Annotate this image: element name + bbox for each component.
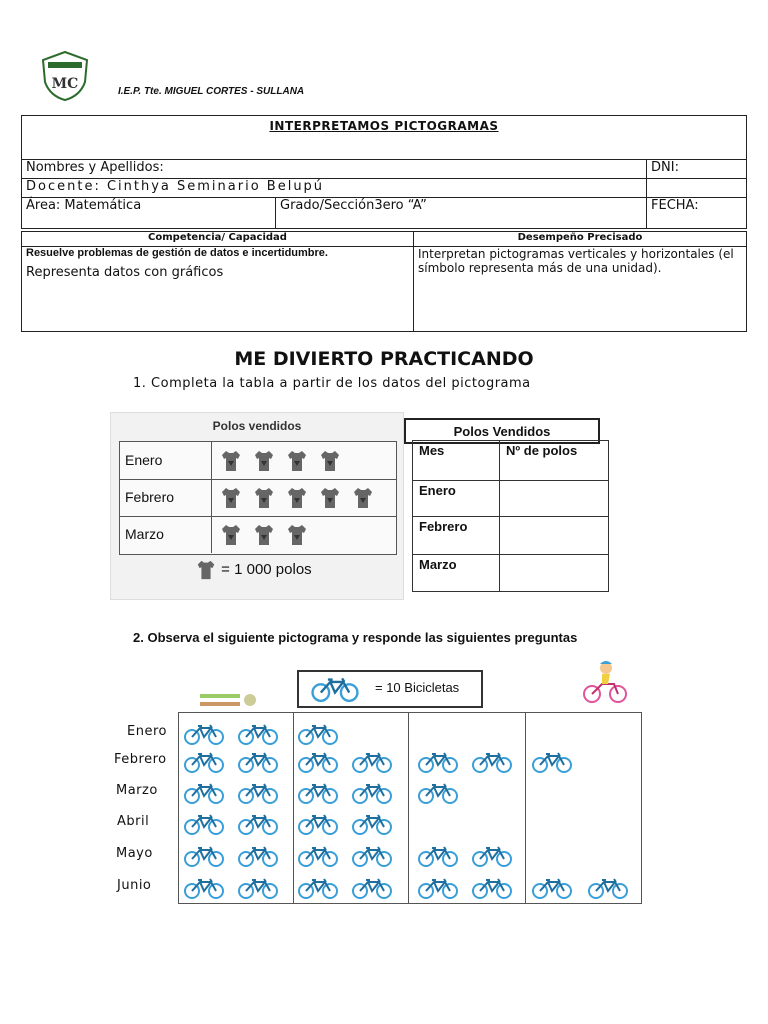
bicycle-icon: [351, 782, 393, 804]
bicycle-icon: [237, 723, 279, 745]
bicycle-icon: [237, 813, 279, 835]
bicycle-icon: [237, 751, 279, 773]
shirt-icon: [253, 449, 275, 473]
bicycle-icon: [531, 877, 573, 899]
competencia-header: Competencia/ Capacidad: [22, 232, 414, 247]
pictogram-grid: [119, 441, 397, 555]
bicycle-icon: [183, 877, 225, 899]
pictogram-row: [120, 442, 396, 480]
small-logo-illustration: [198, 690, 258, 712]
month-label: Febrero: [114, 752, 167, 767]
student-header-table: [21, 115, 747, 229]
bicycle-icon: [297, 751, 339, 773]
bicycle-icon: [351, 813, 393, 835]
shirt-icon: [286, 523, 308, 547]
bicycle-icon: [183, 845, 225, 867]
dni-field[interactable]: DNI:: [647, 160, 747, 179]
name-field[interactable]: Nombres y Apellidos:: [22, 160, 647, 179]
pictogram-title: Polos vendidos: [212, 419, 302, 433]
bicycle-icon: [183, 723, 225, 745]
bicycle-icon: [417, 877, 459, 899]
bicycle-icon: [417, 751, 459, 773]
desempeno-text: Interpretan pictogramas verticales y horizontales (el símbolo representa más de una unidad).: [414, 247, 747, 332]
shirt-icon: [286, 449, 308, 473]
pictogram-row-label: Febrero: [120, 479, 212, 516]
month-label: Enero: [127, 724, 167, 739]
competencia-text: Resuelve problemas de gestión de datos e incertidumbre.: [26, 247, 328, 259]
bicycle-icon: [297, 782, 339, 804]
bicycle-icon: [587, 877, 629, 899]
polos-pictogram: [110, 412, 404, 600]
empty-cell: [647, 179, 747, 198]
shirt-icon: [319, 486, 341, 510]
competencia-table: [21, 231, 747, 332]
mes-header: Mes: [413, 441, 500, 481]
month-label: Abril: [117, 814, 150, 829]
bicycle-icon: [417, 782, 459, 804]
shirt-icon: [286, 486, 308, 510]
pictogram-row-label: Enero: [120, 442, 212, 479]
shirt-icon: [220, 449, 242, 473]
child-cyclist-illustration: [580, 658, 630, 704]
question-2: 2. Observa el siguiente pictograma y responde las siguientes preguntas: [133, 630, 578, 645]
shirt-icon: [319, 449, 341, 473]
month-label: Mayo: [116, 846, 153, 861]
bicycle-icon: [297, 845, 339, 867]
bicycle-icon: [237, 782, 279, 804]
desempeno-header: Desempeño Precisado: [414, 232, 747, 247]
row-label-enero: Enero: [413, 481, 500, 517]
area-label: Área: Matemática: [22, 198, 276, 229]
month-label: Junio: [117, 878, 152, 893]
fecha-field[interactable]: FECHA:: [647, 198, 747, 229]
shirt-icon: [220, 486, 242, 510]
question-1: 1. Completa la tabla a partir de los datos del pictograma: [133, 376, 531, 391]
pictogram-row: [120, 479, 396, 517]
answer-cell-febrero[interactable]: [500, 517, 609, 555]
shirt-icon: [253, 523, 275, 547]
school-name: I.E.P. Tte. MIGUEL CORTES - SULLANA: [118, 86, 305, 97]
shirt-icon: [220, 523, 242, 547]
grado-label: Grado/Sección3ero “A”: [276, 198, 647, 229]
bicycle-icon: [471, 845, 513, 867]
pictogram-row: [120, 516, 396, 553]
pictogram-row-label: Marzo: [120, 516, 212, 553]
bicycle-icon: [531, 751, 573, 773]
bicycle-icon: [237, 845, 279, 867]
row-label-marzo: Marzo: [413, 555, 500, 592]
shirt-icon: [195, 559, 217, 581]
answer-cell-marzo[interactable]: [500, 555, 609, 592]
docente-label: Docente: Cinthya Seminario Belupú: [22, 179, 647, 198]
bicycle-icon: [183, 782, 225, 804]
shirt-icon: [253, 486, 275, 510]
bicycle-icon: [351, 845, 393, 867]
bicycle-icon: [297, 723, 339, 745]
school-crest-logo: [40, 50, 90, 102]
bicycle-icon: [305, 676, 365, 702]
legend-text: = 1 000 polos: [221, 560, 312, 578]
bicycle-icon: [183, 751, 225, 773]
bicycle-pictogram-grid: [178, 712, 642, 904]
pictogram-legend: [195, 559, 312, 581]
bike-legend-text: = 10 Bicicletas: [375, 680, 460, 695]
bicycle-icon: [471, 751, 513, 773]
bicycle-icon: [183, 813, 225, 835]
polos-table-title: Polos Vendidos: [404, 418, 600, 444]
shirt-icon: [352, 486, 374, 510]
bicycle-icon: [297, 813, 339, 835]
month-label: Marzo: [116, 783, 158, 798]
bicycle-icon: [471, 877, 513, 899]
bicycle-icon: [297, 877, 339, 899]
bicycle-icon: [351, 877, 393, 899]
capacidad-text: Representa datos con gráficos: [26, 265, 224, 280]
svg-text:MC: MC: [51, 76, 79, 92]
polos-header: Nº de polos: [500, 441, 609, 481]
bicycle-icon: [351, 751, 393, 773]
polos-answer-table: [412, 440, 609, 592]
bike-legend: [297, 670, 483, 708]
row-label-febrero: Febrero: [413, 517, 500, 555]
bicycle-icon: [237, 877, 279, 899]
worksheet-title: INTERPRETAMOS PICTOGRAMAS: [22, 116, 747, 160]
answer-cell-enero[interactable]: [500, 481, 609, 517]
bicycle-icon: [417, 845, 459, 867]
section-title: ME DIVIERTO PRACTICANDO: [234, 348, 534, 370]
